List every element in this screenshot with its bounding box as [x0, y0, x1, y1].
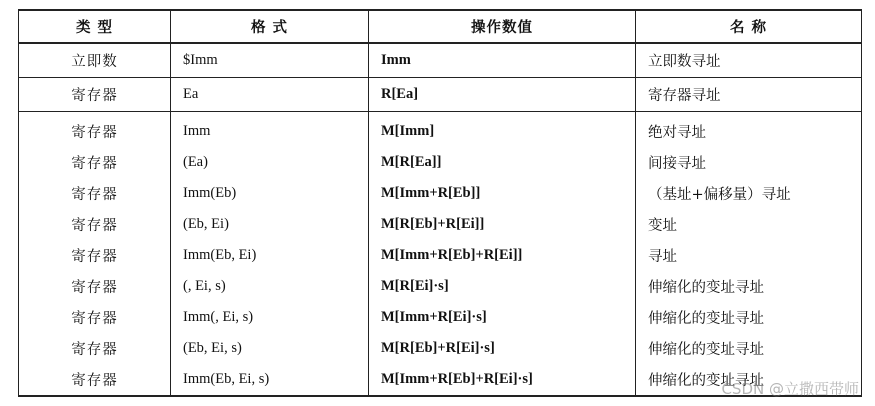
- value-cell: M[Imm+R[Eb]+R[Ei]]: [369, 240, 636, 271]
- format-cell: (Eb, Ei): [171, 209, 369, 240]
- type-cell: 寄存器: [19, 178, 171, 209]
- format-cell: Ea: [171, 78, 369, 112]
- format-cell: Imm(Eb, Ei): [171, 240, 369, 271]
- name-cell: 寻址: [636, 240, 862, 271]
- format-cell: (, Ei, s): [171, 271, 369, 302]
- value-cell: M[R[Eb]+R[Ei]]: [369, 209, 636, 240]
- type-cell: 立即数: [19, 43, 171, 78]
- value-cell: M[Imm+R[Eb]+R[Ei]·s]: [369, 364, 636, 396]
- format-cell: (Eb, Ei, s): [171, 333, 369, 364]
- value-cell: M[R[Ea]]: [369, 147, 636, 178]
- header-value: 操作数值: [369, 10, 636, 43]
- header-type: 类 型: [19, 10, 171, 43]
- name-cell: 寄存器寻址: [636, 78, 862, 112]
- value-cell: M[R[Eb]+R[Ei]·s]: [369, 333, 636, 364]
- name-cell: 绝对寻址: [636, 112, 862, 148]
- table-row: [19, 78, 862, 112]
- format-cell: Imm(Eb, Ei, s): [171, 364, 369, 396]
- table-row: [19, 209, 862, 240]
- type-cell: 寄存器: [19, 112, 171, 148]
- format-cell: Imm(Eb): [171, 178, 369, 209]
- header-format: 格 式: [171, 10, 369, 43]
- value-cell: M[Imm+R[Eb]]: [369, 178, 636, 209]
- value-cell: Imm: [369, 43, 636, 78]
- table-body: [19, 43, 862, 396]
- value-cell: M[Imm]: [369, 112, 636, 148]
- table-row: [19, 302, 862, 333]
- type-cell: 寄存器: [19, 271, 171, 302]
- type-cell: 寄存器: [19, 302, 171, 333]
- format-cell: Imm(, Ei, s): [171, 302, 369, 333]
- operand-format-table: [18, 9, 862, 397]
- table-row: [19, 43, 862, 78]
- type-cell: 寄存器: [19, 209, 171, 240]
- value-cell: M[R[Ei]·s]: [369, 271, 636, 302]
- name-cell: （基址+偏移量）寻址: [636, 178, 862, 209]
- name-cell: 立即数寻址: [636, 43, 862, 78]
- value-cell: R[Ea]: [369, 78, 636, 112]
- table-row: [19, 271, 862, 302]
- name-cell: 伸缩化的变址寻址: [636, 364, 862, 396]
- header-name: 名 称: [636, 10, 862, 43]
- table-row: [19, 178, 862, 209]
- table-row: [19, 147, 862, 178]
- name-cell: 伸缩化的变址寻址: [636, 271, 862, 302]
- type-cell: 寄存器: [19, 240, 171, 271]
- format-cell: Imm: [171, 112, 369, 148]
- name-cell: 伸缩化的变址寻址: [636, 302, 862, 333]
- watermark: CSDN @立撒西带师: [721, 380, 859, 398]
- type-cell: 寄存器: [19, 333, 171, 364]
- name-cell: 变址: [636, 209, 862, 240]
- value-cell: M[Imm+R[Ei]·s]: [369, 302, 636, 333]
- table-header-row: [19, 10, 862, 43]
- table-row: [19, 112, 862, 148]
- format-cell: $Imm: [171, 43, 369, 78]
- format-cell: (Ea): [171, 147, 369, 178]
- name-cell: 伸缩化的变址寻址: [636, 333, 862, 364]
- type-cell: 寄存器: [19, 78, 171, 112]
- type-cell: 寄存器: [19, 147, 171, 178]
- table-row: [19, 333, 862, 364]
- type-cell: 寄存器: [19, 364, 171, 396]
- name-cell: 间接寻址: [636, 147, 862, 178]
- table-row: [19, 240, 862, 271]
